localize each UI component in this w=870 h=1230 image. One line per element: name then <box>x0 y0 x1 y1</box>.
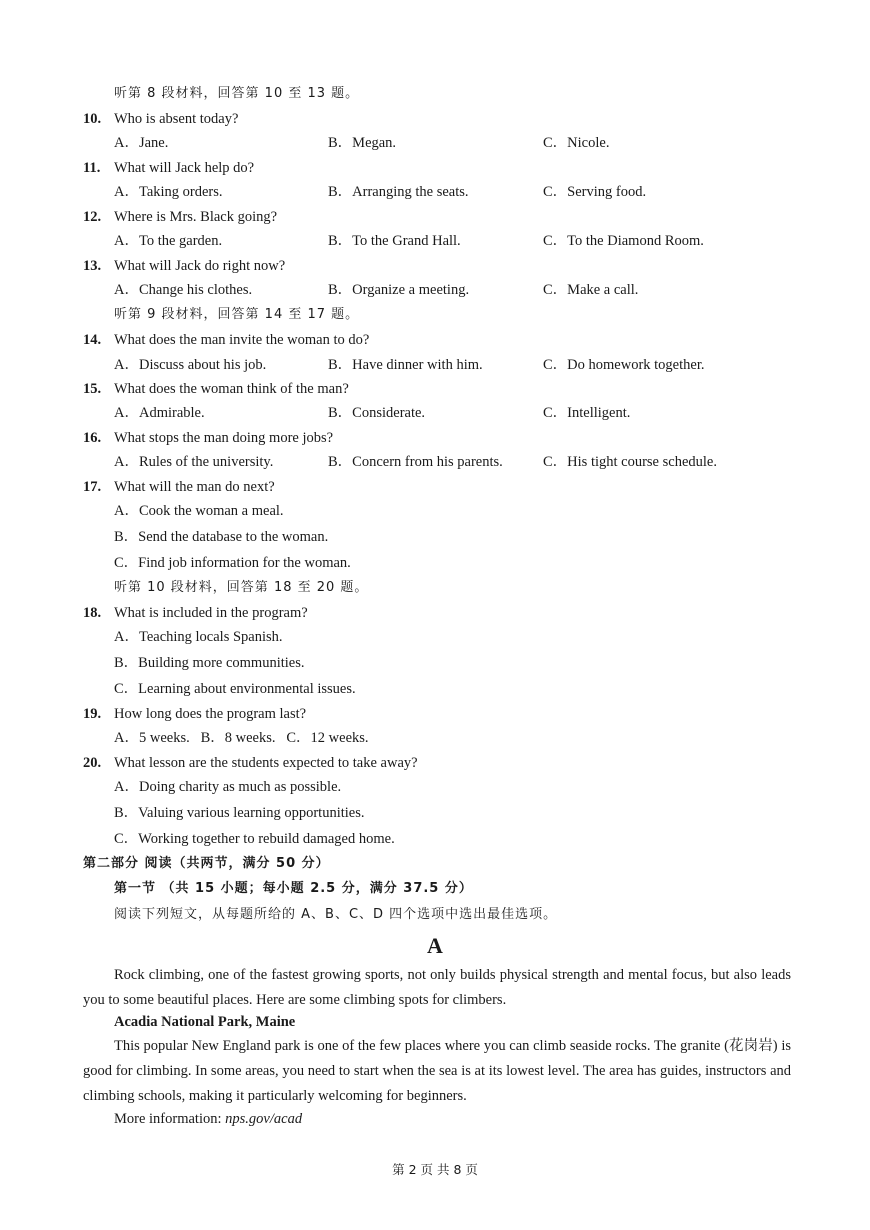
option-b: B．Building more communities. <box>114 655 305 671</box>
option-a: A．Doing charity as much as possible. <box>114 779 342 795</box>
question-number: 11. <box>83 160 101 176</box>
more-information <box>114 1107 302 1132</box>
option-a: A．Rules of the university. <box>114 454 274 470</box>
question-text: What does the woman think of the man? <box>114 381 349 397</box>
option-c: C．To the Diamond Room. <box>543 233 704 249</box>
question-number: 17. <box>83 479 102 495</box>
option-c: C．Find job information for the woman. <box>114 555 351 571</box>
option-a: A．Change his clothes. <box>114 282 253 298</box>
passage-intro: Rock climbing, one of the fastest growing sports, not only builds physical strength and mental focus, but also leads you to some beautiful places. Here are some climbing spots for climbers. <box>83 967 791 1008</box>
question-number: 19. <box>83 706 102 722</box>
option-c: C．Nicole. <box>543 135 610 151</box>
option-c: C．Make a call. <box>543 282 639 298</box>
section-instruction-8: 听第 8 段材料，回答第 10 至 13 题。 <box>114 86 360 101</box>
spot-text: This popular New England park is one of the few places where you can climb seaside rocks. The granite (花岗岩) is good for climbing. In some areas, you need to start when the sea is at its lowest level. The area has guides, instructors and climbing schools, making it particularly welcoming for beginners. <box>83 1038 791 1104</box>
option-a: A．Taking orders. <box>114 184 223 200</box>
more-info-link: nps.gov/acad <box>225 1111 303 1127</box>
question-number: 20. <box>83 755 102 771</box>
option-c: C．Learning about environmental issues. <box>114 681 356 697</box>
question-number: 15. <box>83 381 102 397</box>
passage-letter: A <box>427 933 443 958</box>
option-c: C．Serving food. <box>543 184 647 200</box>
page-footer: 第 2 页 共 8 页 <box>392 1162 478 1177</box>
part-two-title: 第二部分 阅读（共两节，满分 50 分） <box>83 856 330 871</box>
question-text: What will the man do next? <box>114 479 275 495</box>
option-a: A．Teaching locals Spanish. <box>114 629 283 645</box>
option-b: B．Valuing various learning opportunities. <box>114 805 365 821</box>
question-number: 10. <box>83 111 102 127</box>
question-text: What will Jack help do? <box>114 160 255 176</box>
option-a: A．To the garden. <box>114 233 223 249</box>
question-number: 14. <box>83 332 102 348</box>
more-info-label: More information: <box>114 1111 226 1127</box>
option-a: A．Jane. <box>114 135 169 151</box>
question-text: What stops the man doing more jobs? <box>114 430 334 446</box>
spot-title: Acadia National Park, Maine <box>114 1014 296 1030</box>
option-c: C．Working together to rebuild damaged home. <box>114 831 395 847</box>
option-b: B．Megan. <box>328 135 397 151</box>
option-b: B．Arranging the seats. <box>328 184 469 200</box>
option-a: A．Discuss about his job. <box>114 357 267 373</box>
option-b: B．Organize a meeting. <box>328 282 470 298</box>
question-text: Where is Mrs. Black going? <box>114 209 278 225</box>
option-c: C．His tight course schedule. <box>543 454 717 470</box>
option-c: C．Do homework together. <box>543 357 705 373</box>
question-number: 16. <box>83 430 102 446</box>
question-number: 18. <box>83 605 102 621</box>
option-a: A．Cook the woman a meal. <box>114 503 284 519</box>
question-text: What will Jack do right now? <box>114 258 286 274</box>
option-b: B．Considerate. <box>328 405 426 421</box>
question-number: 12. <box>83 209 102 225</box>
question-text: What lesson are the students expected to take away? <box>114 755 418 771</box>
section-instruction-10: 听第 10 段材料，回答第 18 至 20 题。 <box>114 580 369 595</box>
question-number: 13. <box>83 258 102 274</box>
options-inline: A．5 weeks. B．8 weeks. C．12 weeks. <box>114 730 369 746</box>
question-text: How long does the program last? <box>114 706 307 722</box>
option-b: B．To the Grand Hall. <box>328 233 461 249</box>
option-b: B．Send the database to the woman. <box>114 529 329 545</box>
option-c: C．Intelligent. <box>543 405 631 421</box>
option-b: B．Have dinner with him. <box>328 357 483 373</box>
section-one-title: 第一节 （共 15 小题；每小题 2.5 分，满分 37.5 分） <box>114 881 473 896</box>
reading-instruction: 阅读下列短文，从每题所给的 A、B、C、D 四个选项中选出最佳选项。 <box>114 907 558 922</box>
option-a: A．Admirable. <box>114 405 205 421</box>
option-b: B．Concern from his parents. <box>328 454 503 470</box>
question-text: Who is absent today? <box>114 111 239 127</box>
question-text: What is included in the program? <box>114 605 308 621</box>
section-instruction-9: 听第 9 段材料，回答第 14 至 17 题。 <box>114 307 360 322</box>
question-text: What does the man invite the woman to do? <box>114 332 370 348</box>
